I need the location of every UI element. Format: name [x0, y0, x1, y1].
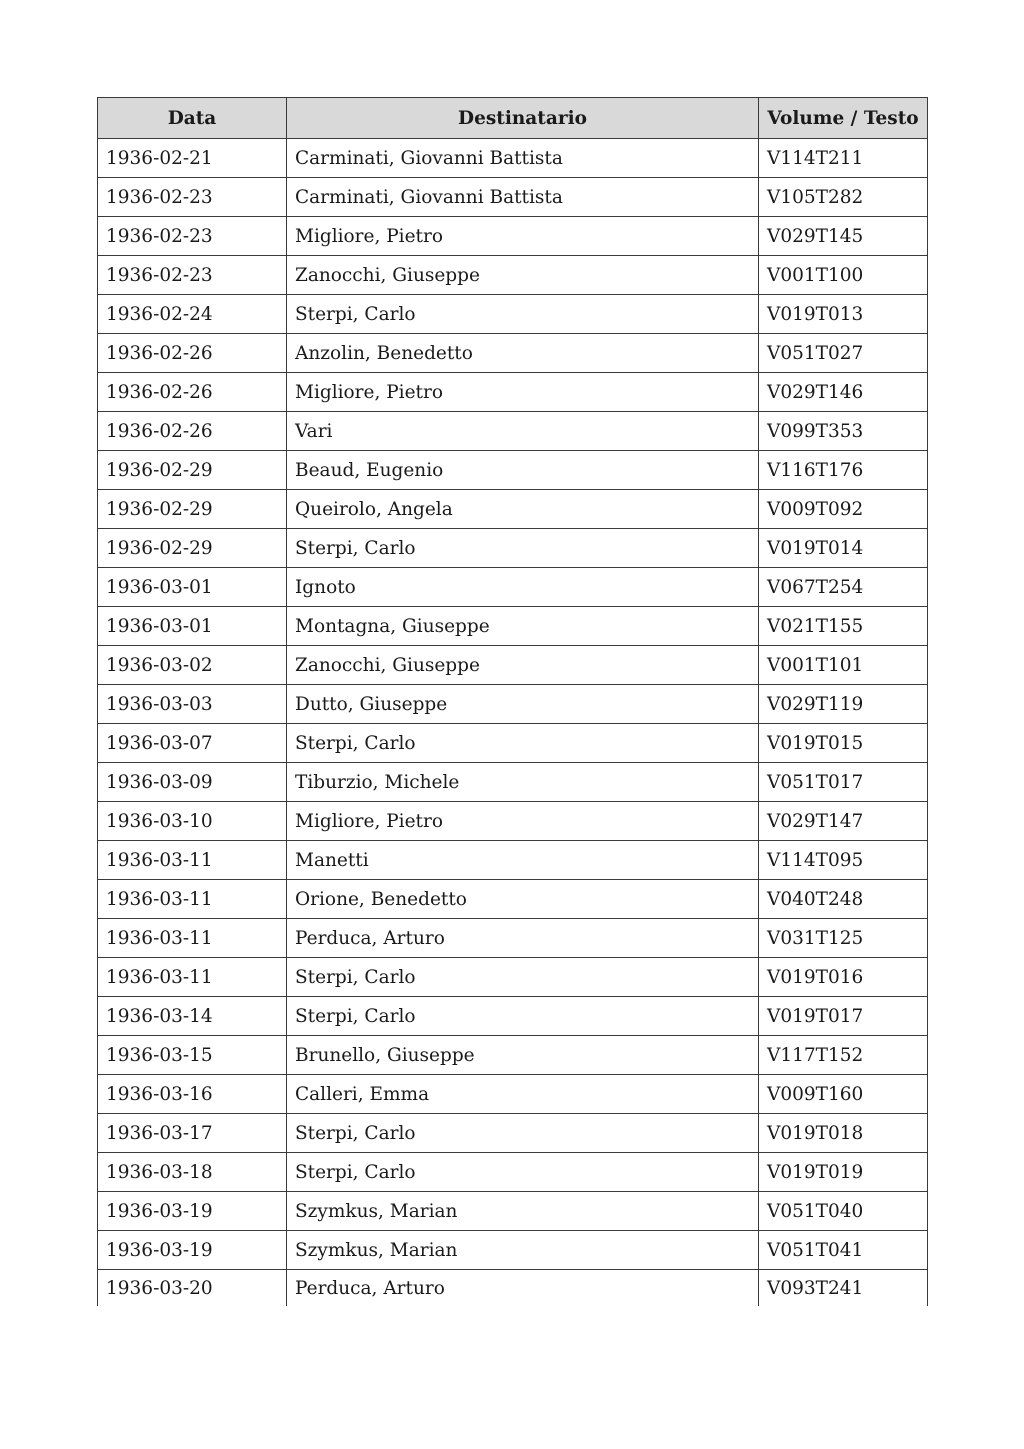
cell-date: 1936-02-26	[98, 334, 287, 373]
cell-date: 1936-02-24	[98, 295, 287, 334]
cell-volume: V019T016	[759, 958, 928, 997]
cell-recipient: Sterpi, Carlo	[287, 1114, 759, 1153]
cell-date: 1936-03-17	[98, 1114, 287, 1153]
table-row	[98, 1114, 928, 1153]
cell-volume: V051T040	[759, 1192, 928, 1231]
cell-recipient: Carminati, Giovanni Battista	[287, 139, 759, 178]
cell-recipient: Dutto, Giuseppe	[287, 685, 759, 724]
cell-date: 1936-03-15	[98, 1036, 287, 1075]
table-row	[98, 802, 928, 841]
cell-date: 1936-03-09	[98, 763, 287, 802]
cell-volume: V019T017	[759, 997, 928, 1036]
table-row	[98, 763, 928, 802]
cell-date: 1936-03-19	[98, 1231, 287, 1270]
cell-recipient: Sterpi, Carlo	[287, 529, 759, 568]
cell-recipient: Manetti	[287, 841, 759, 880]
cell-date: 1936-03-01	[98, 568, 287, 607]
cell-date: 1936-03-11	[98, 958, 287, 997]
table-row	[98, 841, 928, 880]
cell-recipient: Orione, Benedetto	[287, 880, 759, 919]
cell-volume: V009T160	[759, 1075, 928, 1114]
cell-date: 1936-03-14	[98, 997, 287, 1036]
cell-recipient: Migliore, Pietro	[287, 373, 759, 412]
cell-date: 1936-03-16	[98, 1075, 287, 1114]
cell-volume: V093T241	[759, 1270, 928, 1307]
cell-volume: V051T041	[759, 1231, 928, 1270]
cell-recipient: Perduca, Arturo	[287, 919, 759, 958]
cell-recipient: Montagna, Giuseppe	[287, 607, 759, 646]
table-row	[98, 1075, 928, 1114]
table-row	[98, 295, 928, 334]
cell-recipient: Migliore, Pietro	[287, 802, 759, 841]
cell-recipient: Perduca, Arturo	[287, 1270, 759, 1307]
cell-volume: V114T211	[759, 139, 928, 178]
cell-recipient: Szymkus, Marian	[287, 1192, 759, 1231]
cell-volume: V019T014	[759, 529, 928, 568]
cell-recipient: Sterpi, Carlo	[287, 958, 759, 997]
cell-recipient: Calleri, Emma	[287, 1075, 759, 1114]
cell-volume: V116T176	[759, 451, 928, 490]
cell-recipient: Brunello, Giuseppe	[287, 1036, 759, 1075]
table-row	[98, 685, 928, 724]
cell-recipient: Zanocchi, Giuseppe	[287, 256, 759, 295]
cell-date: 1936-02-23	[98, 178, 287, 217]
table-header-row	[98, 98, 928, 139]
cell-volume: V051T017	[759, 763, 928, 802]
cell-date: 1936-03-03	[98, 685, 287, 724]
column-header-recipient: Destinatario	[287, 98, 759, 139]
cell-volume: V001T101	[759, 646, 928, 685]
cell-date: 1936-02-23	[98, 256, 287, 295]
cell-volume: V117T152	[759, 1036, 928, 1075]
table-row	[98, 256, 928, 295]
cell-volume: V031T125	[759, 919, 928, 958]
cell-recipient: Zanocchi, Giuseppe	[287, 646, 759, 685]
cell-date: 1936-02-29	[98, 451, 287, 490]
cell-date: 1936-03-18	[98, 1153, 287, 1192]
table-row	[98, 412, 928, 451]
cell-recipient: Ignoto	[287, 568, 759, 607]
cell-volume: V105T282	[759, 178, 928, 217]
cell-date: 1936-03-01	[98, 607, 287, 646]
table-row	[98, 880, 928, 919]
table-row	[98, 529, 928, 568]
cell-volume: V029T147	[759, 802, 928, 841]
cell-volume: V019T018	[759, 1114, 928, 1153]
cell-volume: V029T145	[759, 217, 928, 256]
cell-date: 1936-03-11	[98, 919, 287, 958]
cell-recipient: Anzolin, Benedetto	[287, 334, 759, 373]
cell-volume: V019T019	[759, 1153, 928, 1192]
cell-volume: V019T015	[759, 724, 928, 763]
cell-recipient: Queirolo, Angela	[287, 490, 759, 529]
table-row	[98, 919, 928, 958]
table-row	[98, 373, 928, 412]
cell-volume: V001T100	[759, 256, 928, 295]
cell-date: 1936-02-29	[98, 529, 287, 568]
table-row	[98, 334, 928, 373]
cell-recipient: Carminati, Giovanni Battista	[287, 178, 759, 217]
table-row	[98, 1270, 928, 1307]
cell-volume: V067T254	[759, 568, 928, 607]
cell-recipient: Sterpi, Carlo	[287, 724, 759, 763]
cell-recipient: Vari	[287, 412, 759, 451]
cell-recipient: Tiburzio, Michele	[287, 763, 759, 802]
cell-date: 1936-02-23	[98, 217, 287, 256]
cell-recipient: Sterpi, Carlo	[287, 295, 759, 334]
cell-date: 1936-03-07	[98, 724, 287, 763]
column-header-volume: Volume / Testo	[759, 98, 928, 139]
cell-volume: V099T353	[759, 412, 928, 451]
column-header-date: Data	[98, 98, 287, 139]
cell-date: 1936-03-02	[98, 646, 287, 685]
cell-date: 1936-03-11	[98, 841, 287, 880]
cell-volume: V029T119	[759, 685, 928, 724]
cell-date: 1936-02-21	[98, 139, 287, 178]
table-row	[98, 568, 928, 607]
table-row	[98, 646, 928, 685]
table-row	[98, 1036, 928, 1075]
cell-recipient: Migliore, Pietro	[287, 217, 759, 256]
cell-date: 1936-03-19	[98, 1192, 287, 1231]
table-row	[98, 139, 928, 178]
cell-date: 1936-03-10	[98, 802, 287, 841]
letters-table	[97, 97, 928, 1306]
table-row	[98, 1231, 928, 1270]
table-row	[98, 607, 928, 646]
table-row	[98, 490, 928, 529]
cell-volume: V009T092	[759, 490, 928, 529]
cell-recipient: Beaud, Eugenio	[287, 451, 759, 490]
table-body	[98, 139, 928, 1307]
cell-recipient: Szymkus, Marian	[287, 1231, 759, 1270]
cell-date: 1936-03-20	[98, 1270, 287, 1307]
cell-volume: V114T095	[759, 841, 928, 880]
cell-volume: V021T155	[759, 607, 928, 646]
cell-volume: V040T248	[759, 880, 928, 919]
table-row	[98, 451, 928, 490]
cell-date: 1936-02-26	[98, 412, 287, 451]
cell-volume: V019T013	[759, 295, 928, 334]
table-row	[98, 724, 928, 763]
table-row	[98, 997, 928, 1036]
table-row	[98, 1192, 928, 1231]
table-row	[98, 958, 928, 997]
cell-volume: V051T027	[759, 334, 928, 373]
cell-date: 1936-02-29	[98, 490, 287, 529]
cell-date: 1936-02-26	[98, 373, 287, 412]
cell-recipient: Sterpi, Carlo	[287, 997, 759, 1036]
table-row	[98, 1153, 928, 1192]
cell-date: 1936-03-11	[98, 880, 287, 919]
cell-recipient: Sterpi, Carlo	[287, 1153, 759, 1192]
table-row	[98, 178, 928, 217]
cell-volume: V029T146	[759, 373, 928, 412]
table-row	[98, 217, 928, 256]
